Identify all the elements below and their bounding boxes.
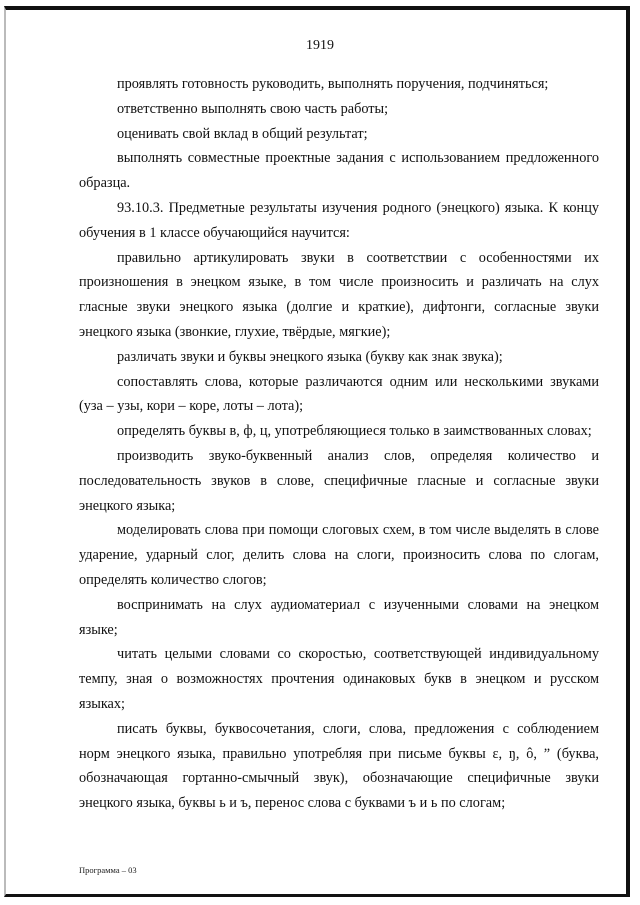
paragraph: проявлять готовность руководить, выполнять поручения, подчиняться; <box>117 76 549 92</box>
paragraph: воспринимать на слух аудиоматериал с изученными словами на энецком языке; <box>79 596 599 638</box>
paragraph: правильно артикулировать звуки в соответствии с особенностями их произношения в энецком языке, в том числе произносить и различать на слух гласные звуки энецкого языка (долгие и краткие), дифтонги, согласные звуки энецкого языка (звонкие, глухие, твёрдые, мягкие); <box>79 249 599 340</box>
paragraph: производить звуко-буквенный анализ слов, определяя количество и последовательность звуков в слове, специфичные гласные и согласные звуки энецкого языка; <box>79 447 599 514</box>
paragraph: моделировать слова при помощи слоговых схем, в том числе выделять в слове ударение, ударный слог, делить слова на слоги, произносить слова по слогам, определять количество слогов; <box>79 522 599 588</box>
paragraph: сопоставлять слова, которые различаются одним или несколькими звуками (уза – узы, кори – коре, лоты – лота); <box>79 373 599 415</box>
paragraph: оценивать свой вклад в общий результат; <box>117 125 368 142</box>
document-body <box>79 72 599 816</box>
paragraph: читать целыми словами со скоростью, соответствующей индивидуальному темпу, зная о возможностях прочтения одинаковых букв в энецком и русском языках; <box>79 646 599 712</box>
paragraph: ответственно выполнять свою часть работы; <box>117 100 389 117</box>
paragraph: писать буквы, буквосочетания, слоги, слова, предложения с соблюдением норм энецкого языка, правильно употребляя при письме буквы ε, ŋ, ô, ” (буква, обозначающая гортанно-смычный звук), обозначающие специфичные звуки энецкого языка, буквы ь и ъ, перенос слова с буквами ъ и ь по слогам; <box>79 720 599 812</box>
footer-label: Программа – 03 <box>79 865 137 875</box>
paragraph: различать звуки и буквы энецкого языка (букву как знак звука); <box>117 348 503 365</box>
paragraph: выполнять совместные проектные задания с использованием предложенного образца. <box>79 150 599 192</box>
paragraph: определять буквы в, ф, ц, употребляющиеся только в заимствованных словах; <box>117 423 592 440</box>
paragraph: 93.10.3. Предметные результаты изучения родного (энецкого) языка. К концу обучения в 1 классе обучающийся научится: <box>79 199 599 241</box>
page-number: 1919 <box>306 38 334 53</box>
